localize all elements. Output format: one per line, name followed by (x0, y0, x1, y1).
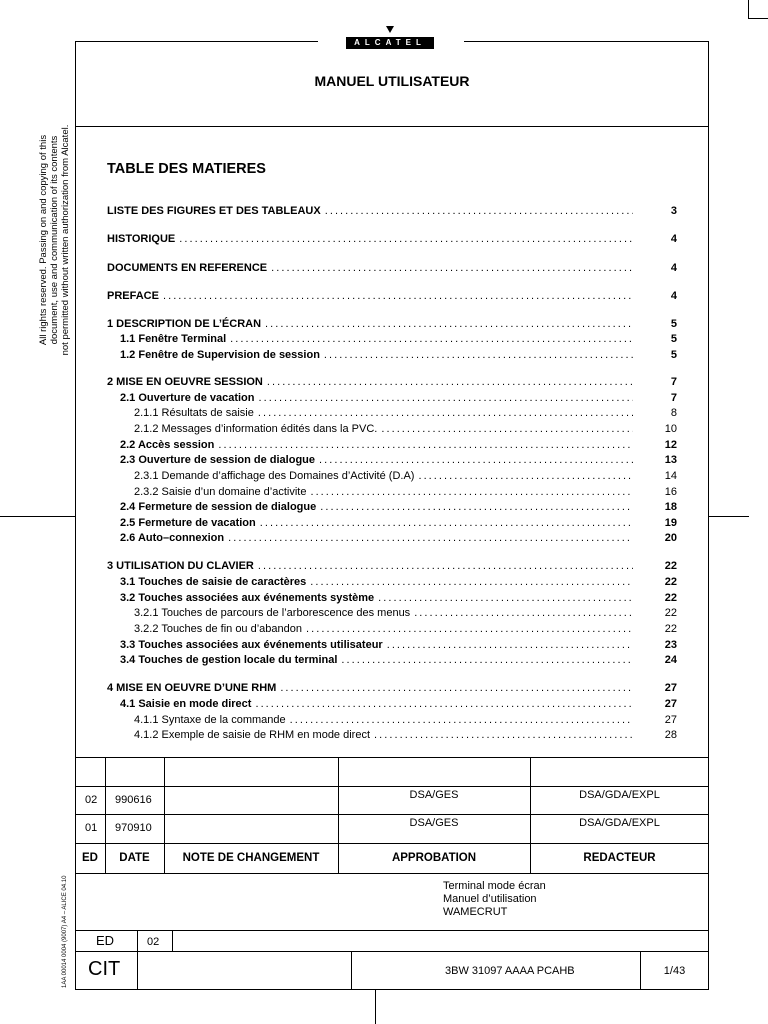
row-1-approbation: DSA/GES (409, 789, 459, 801)
toc-entry-label: 2.1.1 Résultats de saisie (134, 407, 254, 419)
toc-leader-dots (374, 728, 633, 742)
toc-entry-label: 2.3.2 Saisie d’un domaine d’activite (134, 486, 307, 498)
doc-title-block (443, 880, 546, 919)
toc-leader-dots (259, 391, 634, 405)
fold-mark-bottom (375, 990, 376, 1024)
form-code: 1AA 00014 0004 (9007) A4 – ALICE 04.10 (62, 875, 68, 988)
footer-ed-value: 02 (147, 936, 160, 948)
toc-entry-label: 2.3.1 Demande d’affichage des Domaines d’Activité (D.A) (134, 470, 415, 482)
toc-leader-dots (324, 348, 633, 362)
toc-entry-page: 5 (670, 349, 677, 361)
toc-leader-dots (414, 606, 633, 620)
toc-entry-page: 22 (664, 623, 677, 635)
table-line-1 (75, 786, 709, 787)
toc-entry-page: 20 (664, 532, 677, 544)
toc-entry-page: 24 (664, 654, 677, 666)
toc-entry[interactable] (107, 422, 677, 436)
toc-entry-label: 2.4 Fermeture de session de dialogue (120, 501, 317, 513)
toc-leader-dots (271, 261, 633, 275)
toc-leader-dots (260, 516, 633, 530)
toc-entry[interactable] (107, 289, 677, 303)
toc-entry[interactable] (107, 332, 677, 346)
title-divider (75, 126, 709, 127)
toc-leader-dots (325, 204, 633, 218)
toc-entry-page: 7 (670, 376, 677, 388)
toc-leader-dots (230, 332, 633, 346)
table-line-2 (75, 814, 709, 815)
toc-entry-label: 4.1.1 Syntaxe de la commande (134, 714, 286, 726)
toc-entry[interactable] (107, 469, 677, 483)
toc-entry[interactable] (107, 681, 677, 695)
footer-cit-label: CIT (88, 958, 121, 980)
toc-leader-dots (310, 485, 633, 499)
toc-entry-page: 27 (664, 682, 677, 694)
row-1-redacteur: DSA/GDA/EXPL (579, 789, 660, 801)
row-2-redacteur: DSA/GDA/EXPL (579, 817, 660, 829)
toc-entry-label: 1.1 Fenêtre Terminal (120, 333, 227, 345)
toc-entry[interactable] (107, 500, 677, 514)
doc-title-line-1: Terminal mode écran (443, 880, 546, 892)
toc-entry[interactable] (107, 697, 677, 711)
toc-entry[interactable] (107, 638, 677, 652)
toc-entry[interactable] (107, 575, 677, 589)
table-top-line (75, 757, 709, 758)
toc-entry-label: 4.1 Saisie en mode direct (120, 698, 252, 710)
toc-entry-label: 2.3 Ouverture de session de dialogue (120, 454, 316, 466)
toc-entry-page: 22 (664, 592, 677, 604)
toc-entry-page: 18 (664, 501, 677, 513)
toc-entry-page: 22 (664, 607, 677, 619)
toc-leader-dots (290, 713, 633, 727)
toc-entry[interactable] (107, 391, 677, 405)
toc-entry-label: 1.2 Fenêtre de Supervision de session (120, 349, 320, 361)
toc-leader-dots (418, 469, 633, 483)
table-line-4 (75, 873, 709, 874)
toc-entry-label: 3 UTILISATION DU CLAVIER (107, 560, 254, 572)
header-note: NOTE DE CHANGEMENT (182, 852, 320, 864)
toc-entry[interactable] (107, 375, 677, 389)
toc-entry[interactable] (107, 453, 677, 467)
toc-entry-label: LISTE DES FIGURES ET DES TABLEAUX (107, 205, 321, 217)
toc-entry[interactable] (107, 204, 677, 218)
toc-leader-dots (341, 653, 633, 667)
footer-page-number: 1/43 (663, 965, 686, 977)
toc-entry-page: 27 (664, 714, 677, 726)
row-2-approbation: DSA/GES (409, 817, 459, 829)
copyright-line-1: All rights reserved. Passing on and copying of this (38, 134, 49, 346)
toc-entry-label: 2.1 Ouverture de vacation (120, 392, 255, 404)
toc-entry[interactable] (107, 591, 677, 605)
toc-entry[interactable] (107, 606, 677, 620)
toc-entry-label: 2.6 Auto–connexion (120, 532, 225, 544)
toc-entry[interactable] (107, 261, 677, 275)
toc-leader-dots (280, 681, 633, 695)
toc-entry-page: 7 (670, 392, 677, 404)
toc-entry-page: 19 (664, 517, 677, 529)
toc-entry[interactable] (107, 438, 677, 452)
toc-entry-label: 2.5 Fermeture de vacation (120, 517, 256, 529)
doc-title-line-2: Manuel d’utilisation (443, 893, 537, 905)
alcatel-logo: ALCATEL (346, 37, 434, 49)
row-1-date: 990616 (115, 794, 152, 806)
toc-entry[interactable] (107, 485, 677, 499)
toc-entry-page: 3 (670, 205, 677, 217)
toc-entry[interactable] (107, 406, 677, 420)
toc-entry-page: 8 (670, 407, 677, 419)
header-date: DATE (119, 852, 150, 864)
toc-leader-dots (310, 575, 633, 589)
footer-divider-2 (172, 930, 173, 951)
footer-line-1 (75, 930, 709, 931)
toc-entry-page: 5 (670, 318, 677, 330)
toc-entry-label: 3.2 Touches associées aux événements système (120, 592, 375, 604)
toc-leader-dots (267, 375, 633, 389)
toc-leader-dots (381, 422, 633, 436)
toc-leader-dots (265, 317, 633, 331)
toc-entry-page: 10 (664, 423, 677, 435)
toc-entry[interactable] (107, 348, 677, 362)
doc-title-line-3: WAMECRUT (443, 906, 508, 918)
logo-triangle-icon (386, 26, 394, 33)
toc-entry-page: 13 (664, 454, 677, 466)
document-title: MANUEL UTILISATEUR (314, 73, 470, 89)
row-2-ed: 01 (85, 822, 98, 834)
toc-entry-label: 3.2.2 Touches de fin ou d’abandon (134, 623, 302, 635)
toc-entry-label: 3.4 Touches de gestion locale du terminal (120, 654, 338, 666)
toc-entry-page: 28 (664, 729, 677, 741)
toc-entry-label: HISTORIQUE (107, 233, 176, 245)
toc-entry-page: 27 (664, 698, 677, 710)
toc-entry[interactable] (107, 559, 677, 573)
footer-line-2 (75, 951, 709, 952)
toc-entry-label: 4.1.2 Exemple de saisie de RHM en mode direct (134, 729, 371, 741)
table-line-3 (75, 843, 709, 844)
toc-entry-page: 5 (670, 333, 677, 345)
toc-entry-label: 3.2.1 Touches de parcours de l’arborescence des menus (134, 607, 411, 619)
copyright-notice (38, 120, 71, 360)
toc-entry[interactable] (107, 713, 677, 727)
header-redacteur: REDACTEUR (583, 852, 656, 864)
toc-entry-label: 3.1 Touches de saisie de caractères (120, 576, 307, 588)
toc-leader-dots (378, 591, 633, 605)
toc-entry-label: 3.3 Touches associées aux événements utilisateur (120, 639, 383, 651)
toc-entry-page: 22 (664, 560, 677, 572)
footer-reference: 3BW 31097 AAAA PCAHB (445, 965, 575, 977)
toc-leader-dots (258, 559, 633, 573)
toc-entry[interactable] (107, 317, 677, 331)
toc-entry[interactable] (107, 531, 677, 545)
row-1-ed: 02 (85, 794, 98, 806)
toc-leader-dots (320, 500, 633, 514)
corner-mark (748, 0, 768, 19)
fold-mark-left (0, 516, 75, 517)
toc-leader-dots (255, 697, 633, 711)
toc-entry[interactable] (107, 622, 677, 636)
toc-entry[interactable] (107, 232, 677, 246)
toc-entry-label: DOCUMENTS EN REFERENCE (107, 262, 268, 274)
toc-entry-page: 4 (670, 262, 677, 274)
toc-entry-page: 4 (670, 290, 677, 302)
toc-entry-label: 2 MISE EN OEUVRE SESSION (107, 376, 263, 388)
row-2-date: 970910 (115, 822, 152, 834)
toc-entry-page: 23 (664, 639, 677, 651)
footer-divider-1 (137, 930, 138, 990)
toc-entry-page: 22 (664, 576, 677, 588)
toc-entry-label: 4 MISE EN OEUVRE D’UNE RHM (107, 682, 277, 694)
toc-heading: TABLE DES MATIERES (107, 161, 266, 177)
toc-entry-label: 2.2 Accès session (120, 439, 215, 451)
toc-entry-page: 12 (664, 439, 677, 451)
header-ed: ED (82, 852, 98, 864)
toc-leader-dots (228, 531, 633, 545)
toc-leader-dots (387, 638, 633, 652)
footer-ed-label: ED (96, 933, 115, 948)
toc-entry-label: 2.1.2 Messages d’information édités dans la PVC. (134, 423, 378, 435)
footer-divider-3 (351, 951, 352, 990)
toc-entry[interactable] (107, 653, 677, 667)
toc-entry-label: 1 DESCRIPTION DE L’ÉCRAN (107, 318, 262, 330)
toc-entry[interactable] (107, 728, 677, 742)
toc-leader-dots (179, 232, 633, 246)
toc-entry-page: 16 (664, 486, 677, 498)
header-approbation: APPROBATION (391, 852, 477, 864)
copyright-line-3: not permitted without written authorization from Alcatel. (60, 124, 71, 356)
copyright-line-2: document, use and communication of its contents (49, 135, 60, 345)
toc-entry-label: PREFACE (107, 290, 159, 302)
toc-entry[interactable] (107, 516, 677, 530)
toc-leader-dots (258, 406, 633, 420)
toc-entry-page: 4 (670, 233, 677, 245)
fold-mark-right (709, 516, 749, 517)
toc-entry-page: 14 (664, 470, 677, 482)
toc-leader-dots (319, 453, 633, 467)
toc-leader-dots (306, 622, 633, 636)
toc-leader-dots (163, 289, 633, 303)
toc-leader-dots (218, 438, 633, 452)
